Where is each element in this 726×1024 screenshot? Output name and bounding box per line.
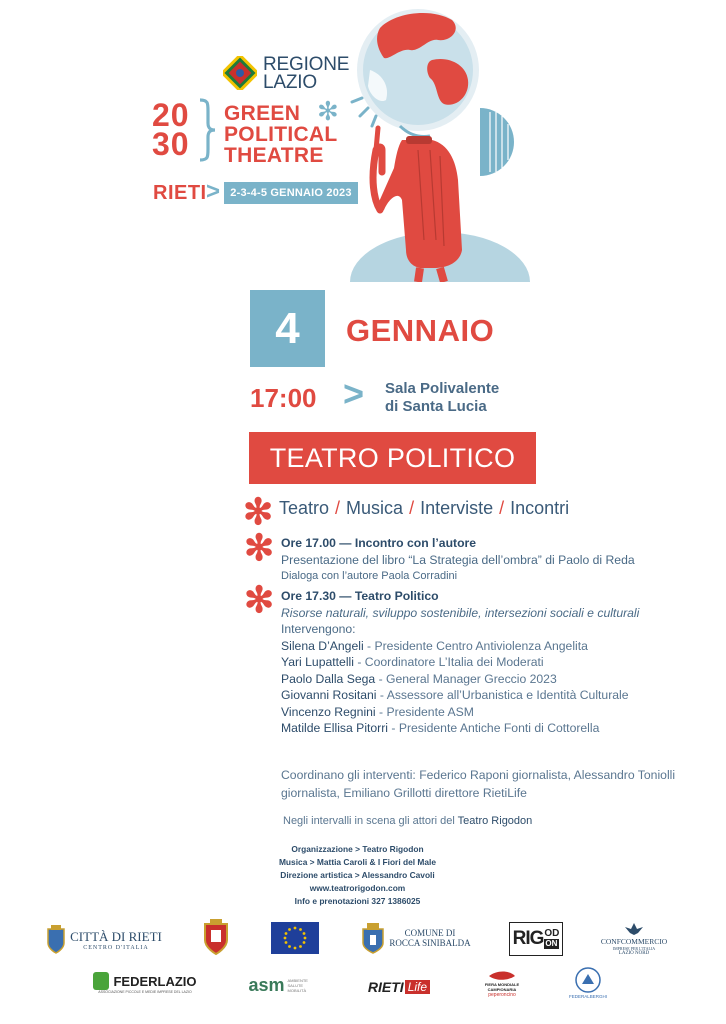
year-2030: 20 30: [152, 97, 190, 162]
event-time: 17:00: [250, 383, 317, 413]
federalberghi-emblem-icon: [574, 966, 602, 994]
program-item-theatre: [281, 588, 639, 737]
asterisk-icon: ✻: [243, 491, 274, 532]
program-line: Presentazione del libro “La Strategia dell’ombra” di Paolo di Reda: [281, 552, 635, 567]
asterisk-icon: ✻: [244, 579, 275, 620]
program-subtitle: Risorse naturali, sviluppo sostenibile, intersezioni sociali e culturali: [281, 605, 640, 620]
category-label: Teatro: [279, 498, 330, 518]
rigodon-logo: RIG OD ON: [509, 922, 563, 956]
headless-figure-globe-illustration: [340, 0, 540, 282]
event-month: GENNAIO: [346, 313, 495, 348]
confcommercio-logo: CONFCOMMERCIO IMPRESE PER L'ITALIA LAZIO NORD: [598, 918, 670, 958]
asterisk-icon: ✻: [244, 527, 275, 568]
category-label: Incontri: [510, 498, 570, 518]
city-label: RIETI: [153, 182, 207, 204]
program-heading: Ore 17.30 — Teatro Politico: [281, 589, 439, 603]
coordination-note: Coordinano gli interventi: Federico Raponi giornalista, Alessandro Toniolli giornalista, Emiliano Grillotti direttore RietiLife: [281, 768, 676, 800]
category-label: Interviste: [420, 498, 494, 518]
federlazio-logo: FEDERLAZIO ASSOCIAZIONE PICCOLE E MEDIE IMPRESE DEL LAZIO: [98, 966, 192, 1000]
speaker-row: Vincenzo Regnini - Presidente ASM: [281, 704, 474, 719]
speaker-row: Silena D’Angeli - Presidente Centro Antiviolenza Angelita: [281, 638, 588, 653]
speaker-row: Yari Lupattelli - Coordinatore L’Italia dei Moderati: [281, 655, 544, 669]
federlazio-mark-icon: [93, 972, 109, 990]
regione-lazio-crest: [223, 56, 257, 90]
program-line: Dialoga con l’autore Paola Corradini: [281, 570, 458, 582]
regione-lazio-text: REGIONE LAZIO: [263, 54, 350, 93]
rieti-crest-icon: [46, 925, 66, 955]
category-label: Musica: [346, 498, 404, 518]
event-title-banner: TEATRO POLITICO: [249, 432, 536, 484]
rietilife-logo: RIETI Life: [366, 976, 432, 998]
eu-flag-icon: [271, 922, 319, 954]
festival-dates: 2-3-4-5 GENNAIO 2023: [224, 182, 358, 204]
event-day: 4: [250, 290, 325, 367]
interval-note: Negli intervalli in scena gli attori del Teatro Rigodon: [283, 815, 533, 827]
speaker-row: Matilde Ellisa Pitorri - Presidente Antiche Fonti di Cottorella: [281, 721, 600, 735]
provincia-crest-icon: [202, 918, 230, 956]
speakers-intro: Intervengono:: [281, 622, 356, 636]
federalberghi-logo: FEDERALBERGHI: [566, 962, 610, 1002]
program-item-author: [281, 535, 635, 585]
asm-logo: asm AMBIENTE SALUTE MOBILITÀ: [248, 974, 308, 995]
fiera-peperoncino-logo: FIERA MONDIALE CAMPIONARIA peperoncino: [476, 966, 528, 1002]
comune-rocca-sinibalda-logo: COMUNE DI ROCCA SINIBALDA: [360, 918, 472, 958]
chevron-right-icon: >: [343, 373, 365, 414]
event-venue: Sala Polivalente di Santa Lucia: [385, 380, 500, 415]
brace-icon: [196, 97, 218, 163]
sinibalda-crest-icon: [361, 921, 385, 955]
speaker-row: Paolo Dalla Sega - General Manager Greccio 2023: [281, 671, 557, 686]
program-heading: Ore 17.00 — Incontro con l’autore: [281, 536, 477, 550]
festival-title: GREEN POLITICAL THEATRE: [224, 102, 338, 167]
speaker-row: Giovanni Rositani - Assessore all’Urbanistica e Identità Culturale: [281, 688, 629, 702]
event-categories: Teatro / Musica / Interviste / Incontri: [279, 498, 570, 518]
citta-di-rieti-logo: CITTÀ DI RIETI CENTRO D'ITALIA: [46, 920, 162, 960]
pepper-icon: [487, 970, 517, 982]
eagle-icon: [624, 921, 644, 937]
credits: Organizzazione > Teatro Rigodon Musica > Mattia Caroli & I Fiori del Male Direzione artistica > Alessandro Cavoli www.teatrorigodon.com Info e prenotazioni 327 1386025: [278, 844, 437, 906]
asterisk-icon: ✻: [317, 96, 339, 126]
chevron-right-icon: >: [206, 178, 221, 205]
